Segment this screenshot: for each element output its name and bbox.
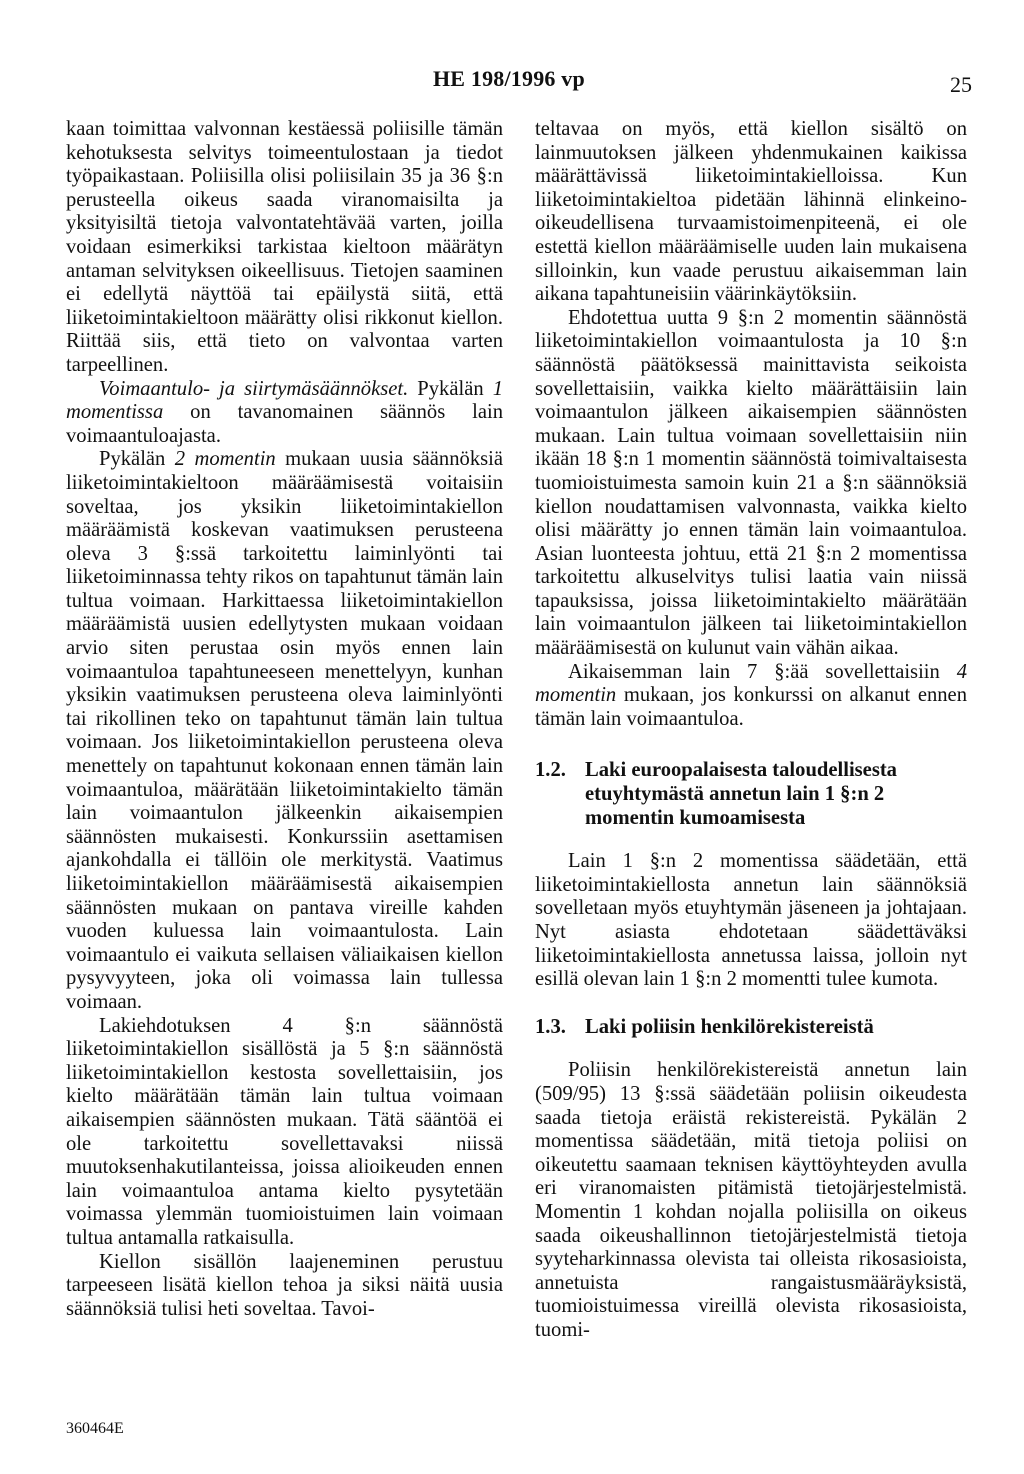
- right-column: [535, 118, 967, 1343]
- text-run-italic: 1 momentissa: [66, 377, 503, 424]
- footer-print-code: 360464E: [66, 1420, 124, 1437]
- section-title: Laki euroopalaisesta taloudellisesta etuyhtymästä annetun lain 1 §:n 2 momentin kumoamisesta: [585, 759, 897, 829]
- paragraph: Lakiehdotuksen 4 §:n säännöstä liiketoimintakiellon sisällöstä ja 5 §:n säännöstä liiketoimintakiellon kestosta sovellettaisiin, jos kielto määrätään tämän lain tultua voimaan aikaisempien säännösten mukaan. Tätä sääntöä ei ole tarkoitettu sovellettavaksi niissä muutoksenhakutilanteissa, joissa alioikeuden ennen lain voimaantuloa antama kielto pysytetään voimassa ylemmän tuomioistuimen lain voimaan tultua antamalla ratkaisulla.: [66, 1014, 503, 1249]
- text-run: on tavanomainen säännös lain voimaantuloajasta.: [66, 401, 503, 447]
- section-heading: [535, 759, 967, 830]
- text-run: mukaan uusia säännöksiä liiketoimintakieltoon määräämisestä voitaisiin soveltaa, jos yksikin liiketoimintakiellon määräämistä koskevan vaatimuksen perusteena oleva 3 §:ssä tarkoitettu laiminlyönti tai liiketoiminnassa tehty rikos on tapahtunut tämän lain tultua voimaan. Harkittaessa liiketoimintakiellon määräämistä uusien edellytysten mukaan voidaan arvio siten perustaa osin myös ennen lain voimaantuloa tapahtuneeseen menettelyyn, kunhan yksikin vaatimuksen perusteena oleva laiminlyönti tai rikollinen teko on tapahtunut tämän lain tultua voimaan. Jos liiketoimintakiellon perusteena oleva menettely on tapahtunut kokonaan ennen tämän lain voimaantuloa, määrätään liiketoimintakielto tämän lain voimaantulon jälkeenkin aikaisempien säännösten mukaisesti. Konkurssiin asettamisen ajankohdalla ei tällöin ole merkitystä. Vaatimus liiketoimintakiellon määräämisestä aikaisempien säännösten mukaan on pantava vireille kahden vuoden kuluessa lain voimaantulosta. Lain voimaantulo ei vaikuta sellaisen väliaikaisen kiellon pysyvyyteen, joka oli voimassa lain tullessa voimaan.: [66, 448, 503, 1013]
- page-number: 25: [950, 72, 972, 97]
- text-run: Pykälän: [99, 448, 175, 471]
- section-heading-italic: Voimaantulo- ja siirtymäsäännökset.: [99, 377, 409, 400]
- paragraph: Lain 1 §:n 2 momentissa säädetään, että liiketoimintakiellosta annetun lain säännöksiä sovelletaan myös etuyhtymän jäseneen ja johtajaan. Nyt asiasta ehdotetaan säädettäväksi liiketoimintakiellosta annetussa laissa, jolloin nyt esillä olevan lain 1 §:n 2 momentti tulee kumota.: [535, 850, 967, 991]
- text-run: Pykälän: [408, 377, 493, 400]
- left-column: [66, 118, 503, 1321]
- paragraph: Kiellon sisällön laajeneminen perustuu tarpeeseen lisätä kiellon tehoa ja siksi näitä uusia säännöksiä tulisi heti soveltaa. Tavoi-: [66, 1250, 503, 1320]
- document-title: HE 198/1996 vp: [433, 66, 585, 91]
- text-run-italic: 2 momentin: [174, 448, 276, 471]
- text-run: Aikaisemman lain 7 §:ää sovellettaisiin: [568, 660, 957, 683]
- paragraph: teltavaa on myös, että kiellon sisältö on lainmuutoksen jälkeen yhdenmukainen kaikissa määrättävissä liiketoimintakielloissa. Kun liiketoimintakieltoa pidetään lähinnä elinkeino-oikeudellisena turvaamistoimenpiteenä, ei ole estettä kiellon määräämiselle uuden lain mukaisena silloinkin, kun vaade perustuu aikaisemman lain aikana tapahtuneisiin väärinkäytöksiin.: [535, 118, 967, 306]
- page-header: [0, 66, 1024, 96]
- text-run: mukaan, jos konkurssi on alkanut ennen tämän lain voimaantuloa.: [535, 684, 967, 730]
- section-number: 1.2.: [535, 759, 566, 782]
- section-number: 1.3.: [535, 1015, 566, 1038]
- paragraph: Ehdotettua uutta 9 §:n 2 momentin säännöstä liiketoimintakiellon voimaantulosta ja 10 §:n säännöstä päätöksessä mainittavista seikoista sovellettaisiin, vaikka kielto määrättäisiin lain voimaantulon jälkeen aikaisempien säännösten mukaan. Lain tultua voimaan sovellettaisiin niin ikään 18 §:n 1 momentin säännöstä toimivaltaisesta tuomioistuimesta samoin kuin 21 a §:n säännöksiä kiellon noudattamisen valvonnasta, vaikka kielto olisi määrätty jo ennen tämän lain voimaantuloa. Asian luonteesta johtuu, että 21 §:n 2 momentissa tarkoitettu alkuselvitys tulisi laatia vain niissä tapauksissa, joissa liiketoimintakielto määrätään lain voimaantulon jälkeen tai liiketoimintakiellon määräämisestä on kulunut vain vähän aikaa.: [535, 306, 967, 660]
- section-heading: [535, 1016, 967, 1040]
- section-title: Laki poliisin henkilörekistereistä: [585, 1015, 874, 1038]
- paragraph: [66, 448, 503, 1014]
- paragraph: [535, 661, 967, 732]
- text-run-italic: 4 momentin: [535, 660, 967, 707]
- paragraph: kaan toimittaa valvonnan kestäessä poliisille tämän kehotuksesta selvitys toimeentulostaan ja tiedot työpaikastaan. Poliisilla olisi poliisilain 35 ja 36 §:n perusteella oikeus saada viranomaisilta ja yksityisiltä tietoja valvontatehtävää varten, joilla voidaan esimerkiksi tarkistaa kieltoon määrätyn antaman selvityksen oikeellisuus. Tietojen saaminen ei edellytä näyttöä tai epäilystä siitä, että liiketoimintakieltoon määrätty olisi rikkonut kiellon. Riittää siis, että tieto on valvontaa varten tarpeellinen.: [66, 118, 503, 376]
- paragraph: [66, 378, 503, 449]
- paragraph: Poliisin henkilörekistereistä annetun lain (509/95) 13 §:ssä säädetään poliisin oikeudesta saada tietoja eräistä rekistereistä. Pykälän 2 momentissa säädetään, mitä tietoja poliisi on oikeutettu saamaan teknisen käyttöyhteyden avulla eri viranomaisten pitämistä tietojärjestelmistä. Momentin 1 kohdan nojalla poliisilla on oikeus saada oikeushallinnon tietojärjestelmistä tietoja syyteharkinnassa olevista tai olleista rikosasioista, annetuista rangaistusmääräyksistä, tuomioistuimessa vireillä olevista rikosasioista, tuomi-: [535, 1059, 967, 1341]
